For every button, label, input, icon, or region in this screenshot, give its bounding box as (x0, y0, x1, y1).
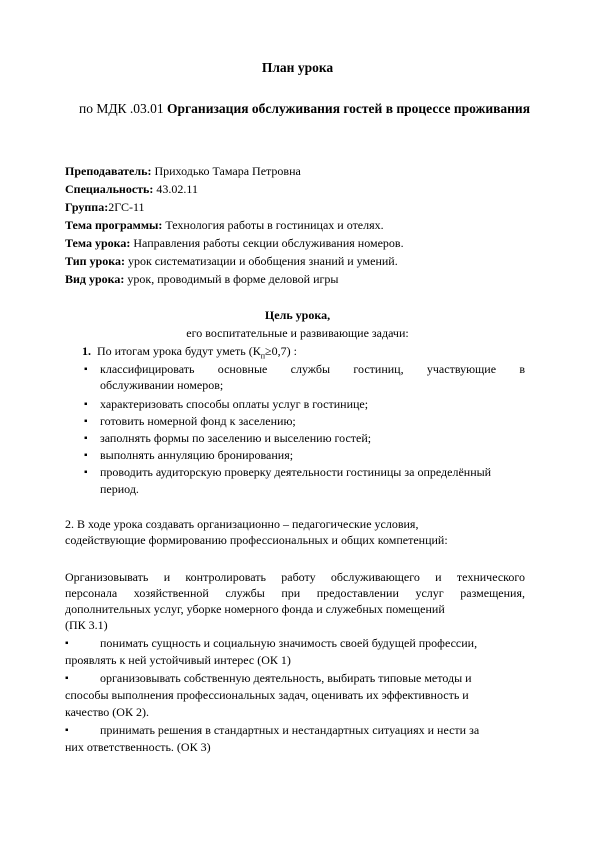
ok-item-text-cont: них ответственность. (ОК 3) (65, 740, 211, 754)
bullet-icon: ▪ (84, 364, 88, 375)
bullet-text: заполнять формы по заселению и выселению гостей; (100, 431, 372, 445)
bullet-text-cont: период. (100, 482, 139, 496)
info-label: Вид урока: (65, 272, 125, 286)
info-label: Преподаватель: (65, 164, 152, 178)
info-label: Тип урока: (65, 254, 125, 268)
bullet-text: готовить номерной фонд к заселению; (100, 414, 296, 428)
info-lesson-type (65, 254, 398, 269)
goal-heading: Цель урока, (264, 308, 331, 322)
bullet-icon: ▪ (84, 399, 88, 410)
ok-item-text: организовывать собственную деятельность, выбирать типовые методы и (100, 671, 472, 685)
item-text-after: ≥0,7) : (265, 344, 297, 358)
item-1 (82, 344, 297, 363)
info-label: Тема программы: (65, 218, 163, 232)
ok-item-text-cont: проявлять к ней устойчивый интерес (ОК 1) (65, 653, 291, 667)
bullet-text: выполнять аннуляцию бронирования; (100, 448, 294, 462)
document-subtitle (72, 100, 537, 117)
item-subscript: п (260, 351, 265, 361)
bullet-text: проводить аудиторскую проверку деятельности гостиницы за определённый (100, 465, 492, 479)
info-specialty (65, 182, 198, 197)
info-label: Группа: (65, 200, 109, 214)
item-2-line: содействующие формированию профессиональных и общих компетенций: (65, 533, 448, 547)
ok-item-text: понимать сущность и социальную значимость своей будущей профессии, (100, 636, 478, 650)
ok-item-text: принимать решения в стандартных и нестандартных ситуациях и нести за (100, 723, 480, 737)
info-label: Специальность: (65, 182, 154, 196)
goal-subheading: его воспитательные и развивающие задачи: (186, 326, 409, 340)
pk-paragraph-line: (ПК 3.1) (65, 618, 108, 632)
bullet-icon: ▪ (65, 638, 69, 649)
info-value: урок систематизации и обобщения знаний и умений. (124, 254, 398, 268)
info-lesson-kind (65, 272, 339, 287)
pk-paragraph-line: персонала хозяйственной службы при предоставлении услуг размещения, (65, 586, 525, 600)
bullet-text-cont: обслуживании номеров; (100, 378, 224, 392)
info-program-topic (65, 218, 384, 233)
info-value: Направления работы секции обслуживания номеров. (130, 236, 404, 250)
info-lesson-topic (65, 236, 404, 251)
subtitle-main: Организация обслуживания гостей в процессе проживания (163, 101, 531, 116)
info-value: Приходько Тамара Петровна (151, 164, 301, 178)
ok-item-text-cont: способы выполнения профессиональных задач, оценивать их эффективность и (65, 688, 469, 702)
info-value: 2ГС-11 (108, 200, 145, 214)
bullet-icon: ▪ (65, 725, 69, 736)
info-value: Технология работы в гостиницах и отелях. (162, 218, 384, 232)
pk-paragraph-line: Организовывать и контролировать работу обслуживающего и технического (65, 570, 525, 584)
bullet-text: классифицировать основные службы гостиниц, участвующие в (100, 362, 525, 376)
bullet-icon: ▪ (84, 467, 88, 478)
bullet-text: характеризовать способы оплаты услуг в гостинице; (100, 397, 369, 411)
bullet-icon: ▪ (84, 416, 88, 427)
item-2-line: 2. В ходе урока создавать организационно – педагогические условия, (65, 517, 419, 531)
bullet-icon: ▪ (84, 433, 88, 444)
document-title: План урока (261, 60, 334, 75)
info-teacher (65, 164, 301, 179)
subtitle-prefix: по МДК .03.01 (78, 101, 164, 116)
ok-item-text-cont: качество (ОК 2). (65, 705, 149, 719)
info-value: урок, проводимый в форме деловой игры (124, 272, 339, 286)
item-number: 1. (82, 344, 91, 358)
info-label: Тема урока: (65, 236, 131, 250)
item-text: По итогам урока будут уметь (К (97, 344, 261, 358)
info-group (65, 200, 145, 215)
pk-paragraph-line: дополнительных услуг, уборке номерного фонда и служебных помещений (65, 602, 445, 616)
info-value: 43.02.11 (153, 182, 198, 196)
bullet-icon: ▪ (65, 673, 69, 684)
bullet-icon: ▪ (84, 450, 88, 461)
